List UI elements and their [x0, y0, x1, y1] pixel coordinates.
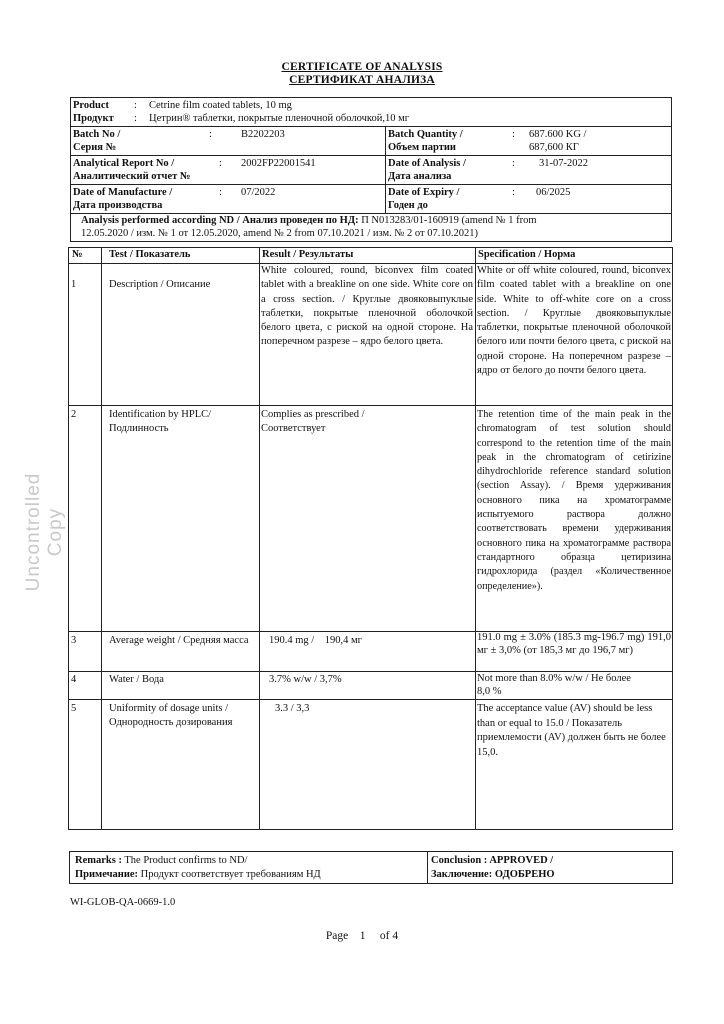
test-name: Average weight / Средняя масса — [109, 635, 249, 646]
test-name: Uniformity of dosage units / Однородность дозирования — [109, 703, 233, 729]
remarks-box — [69, 851, 673, 884]
batch-quantity-value-ru: 687,600 КГ — [529, 142, 579, 153]
report-row — [71, 156, 671, 185]
divider — [385, 156, 386, 184]
analysis-standard-line2: 12.05.2020 / изм. № 1 от 12.05.2020, amend № 2 from 07.10.2021 / изм. № 2 от 07.10.2021) — [81, 228, 478, 239]
colon: : — [134, 113, 137, 124]
page-label: Page — [325, 930, 349, 942]
report-label-ru: Аналитический отчет № — [73, 171, 191, 182]
product-label-en: Product — [73, 100, 109, 111]
specification-text: 191.0 mg ± 3.0% (185.3 mg-196.7 mg) 191,0 мг ± 3,0% (от 185,3 мг до 196,7 мг) — [477, 632, 671, 656]
header-result: Result / Результаты — [262, 249, 354, 260]
colon: : — [219, 158, 222, 169]
analysis-date-value: 31-07-2022 — [539, 158, 588, 169]
divider — [385, 185, 386, 213]
header-test: Test / Показатель — [109, 249, 191, 260]
header-number: № — [72, 249, 83, 260]
header-specification: Specification / Норма — [478, 249, 576, 260]
row-number: 2 — [71, 409, 77, 420]
product-row — [71, 98, 671, 127]
product-value-en: Cetrine film coated tablets, 10 mg — [149, 100, 292, 111]
row-number: 1 — [71, 279, 77, 290]
batch-quantity-label-en: Batch Quantity / — [388, 129, 463, 140]
batch-info-table — [70, 97, 672, 242]
specification-text: White or off white coloured, round, biconvex film coated tablet with a breakline on one side. White to off-white core on a cross section. / Круглые двояковыпуклые таблетки, покрытые пленочной оболочкой белого или почти белого цвета, с риской на одной стороне. На поперечном разрезе – ядро от белого до почти белого цвета. — [477, 265, 671, 377]
batch-number: B2202203 — [241, 129, 285, 140]
test-name: Water / Вода — [109, 674, 164, 685]
manufacture-date-value: 07/2022 — [241, 187, 276, 198]
batch-quantity-label-ru: Объем партии — [388, 142, 456, 153]
batch-row — [71, 127, 671, 156]
analysis-date-label-en: Date of Analysis / — [388, 158, 466, 169]
result-text: Complies as prescribed / Соответствует — [261, 409, 365, 435]
result-text: 3.7% w/w / 3,7% — [269, 674, 342, 685]
table-header-row — [69, 248, 672, 264]
colon: : — [134, 100, 137, 111]
remarks-ru: Примечание: Продукт соответствует требованиям НД — [75, 869, 321, 880]
report-number: 2002FP22001541 — [241, 158, 316, 169]
colon: : — [209, 129, 212, 140]
colon: : — [512, 187, 515, 198]
page-current: 1 — [359, 930, 366, 942]
result-text: 190.4 mg / 190,4 мг — [269, 635, 362, 646]
divider — [385, 127, 386, 155]
expiry-date-label-ru: Годен до — [388, 200, 428, 211]
page-total: of 4 — [379, 930, 399, 942]
analysis-date-label-ru: Дата анализа — [388, 171, 452, 182]
test-name: Identification by HPLC/ Подлинность — [109, 409, 212, 435]
batch-label-ru: Серия № — [73, 142, 117, 153]
conclusion-ru: Заключение: ОДОБРЕНО — [431, 869, 555, 880]
certificate-title-en: CERTIFICATE OF ANALYSIS — [281, 61, 443, 73]
table-row — [69, 632, 672, 672]
row-number: 5 — [71, 703, 77, 714]
expiry-date-value: 06/2025 — [536, 187, 571, 198]
remarks-en: Remarks : The Product confirms to ND/ — [75, 855, 248, 866]
colon: : — [219, 187, 222, 198]
document-code: WI-GLOB-QA-0669-1.0 — [70, 897, 176, 908]
uncontrolled-copy-watermark: Uncontrolled Copy — [23, 472, 66, 592]
table-row — [69, 263, 672, 406]
result-text: White coloured, round, biconvex film coated tablet with a breakline on one side. White core on a cross section. / Круглые двояковыпуклые таблетки, покрытые пленочной оболочкой белого цвета, с риской на одной стороне. На поперечном разрезе – ядро белого цвета. — [261, 265, 473, 348]
analysis-standard-line1: Analysis performed according ND / Анализ проведен по НД: П N013283/01-160919 (amend № 1 from — [81, 215, 537, 226]
dates-row — [71, 185, 671, 214]
colon: : — [512, 158, 515, 169]
certificate-title-ru: СЕРТИФИКАТ АНАЛИЗА — [289, 74, 435, 86]
table-row — [69, 672, 672, 700]
product-value-ru: Цетрин® таблетки, покрытые пленочной оболочкой,10 мг — [149, 113, 410, 124]
report-label-en: Analytical Report No / — [73, 158, 175, 169]
test-results-table — [68, 247, 673, 830]
product-label-ru: Продукт — [73, 113, 114, 124]
conclusion-en: Conclusion : APPROVED / — [431, 855, 554, 866]
result-text: 3.3 / 3,3 — [275, 703, 310, 714]
specification-text: Not more than 8.0% w/w / Не более 8,0 % — [477, 673, 631, 697]
manufacture-date-label-en: Date of Manufacture / — [73, 187, 173, 198]
colon: : — [512, 129, 515, 140]
specification-text: The retention time of the main peak in the chromatogram of test solution should correspond to the retention time of the main peak in the chromatogram of cetirizine dihydrochloride reference standard solution (section Assay). / Время удерживания основного пика на хроматограмме испытуемого раствора должно соответствовать времени удерживания основного пика на хроматограмме раствора стандартного образца цетиризина гидрохлорида (раздел «Количественное определение»). — [477, 409, 671, 592]
batch-label-en: Batch No / — [73, 129, 121, 140]
page-indicator — [0, 930, 724, 942]
batch-quantity-value-en: 687.600 KG / — [529, 129, 587, 140]
row-number: 3 — [71, 635, 77, 646]
table-row — [69, 700, 672, 829]
table-row — [69, 406, 672, 632]
divider — [427, 852, 428, 883]
row-number: 4 — [71, 674, 77, 685]
analysis-standard-row — [71, 214, 671, 242]
specification-text: The acceptance value (AV) should be less than or equal to 15.0 / Показатель приемлемости (AV) должен быть не более 15,0. — [477, 703, 666, 758]
expiry-date-label-en: Date of Expiry / — [388, 187, 460, 198]
test-name: Description / Описание — [109, 279, 211, 290]
manufacture-date-label-ru: Дата производства — [73, 200, 163, 211]
